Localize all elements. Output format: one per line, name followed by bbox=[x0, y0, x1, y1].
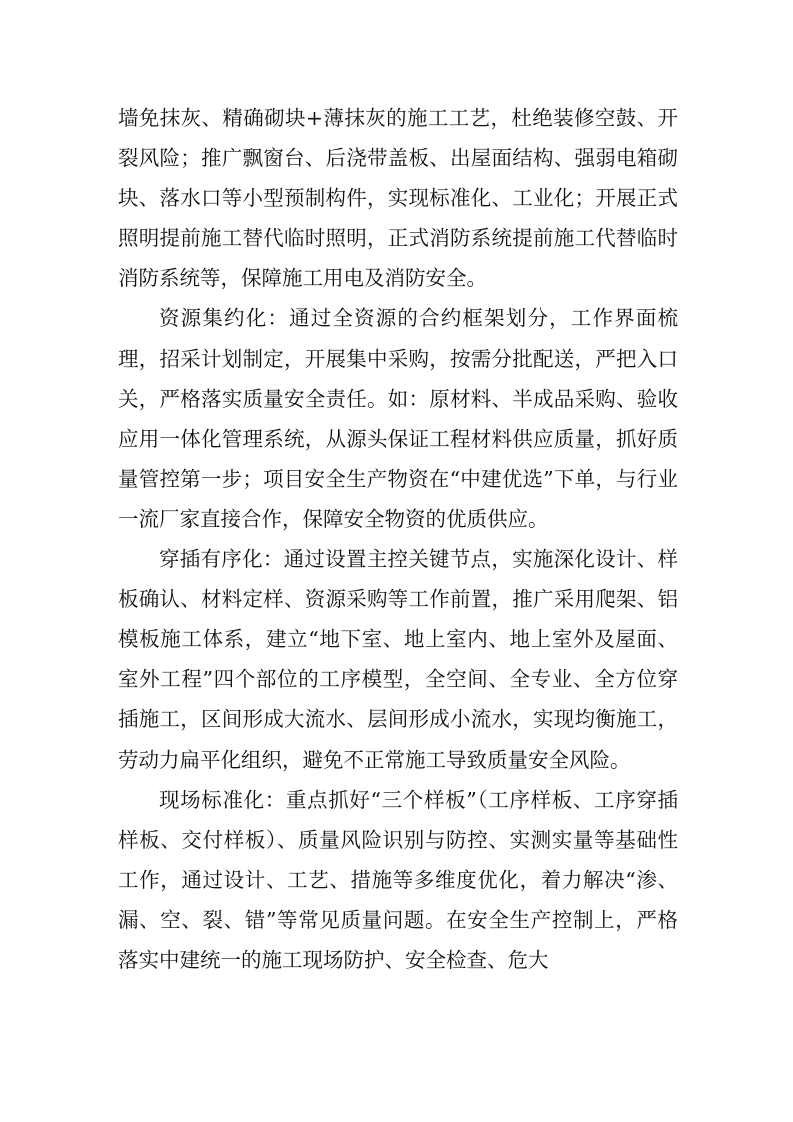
document-body bbox=[118, 98, 678, 980]
paragraph-site-standardization: 现场标准化：重点抓好“三个样板”（工序样板、工序穿插样板、交付样板）、质量风险识别与防控、实测实量等基础性工作，通过设计、工艺、措施等多维度优化，着力解决“渗、漏、空、裂、错”等常见质量问题。在安全生产控制上，严格落实中建统一的施工现场防护、安全检查、危大 bbox=[118, 787, 678, 972]
paragraph-resource-intensification: 资源集约化：通过全资源的合约框架划分，工作界面梳理，招采计划制定，开展集中采购，按需分批配送，严把入口关，严格落实质量安全责任。如：原材料、半成品采购、验收应用一体化管理系统，从源头保证工程材料供应质量，抓好质量管控第一步；项目安全生产物资在“中建优选”下单，与行业一流厂家直接合作，保障安全物资的优质供应。 bbox=[118, 306, 678, 531]
paragraph-orderly-interleaving: 穿插有序化：通过设置主控关键节点，实施深化设计、样板确认、材料定样、资源采购等工作前置，推广采用爬架、铝模板施工体系，建立“地下室、地上室内、地上室外及屋面、室外工程”四个部位的工序模型，全空间、全专业、全方位穿插施工，区间形成大流水、层间形成小流水，实现均衡施工，劳动力扁平化组织，避免不正常施工导致质量安全风险。 bbox=[118, 547, 678, 772]
paragraph-continuation: 墙免抹灰、精确砌块+薄抹灰的施工工艺，杜绝装修空鼓、开裂风险；推广飘窗台、后浇带盖板、出屋面结构、强弱电箱砌块、落水口等小型预制构件，实现标准化、工业化；开展正式照明提前施工替代临时照明，正式消防系统提前施工代替临时消防系统等，保障施工用电及消防安全。 bbox=[118, 106, 678, 291]
